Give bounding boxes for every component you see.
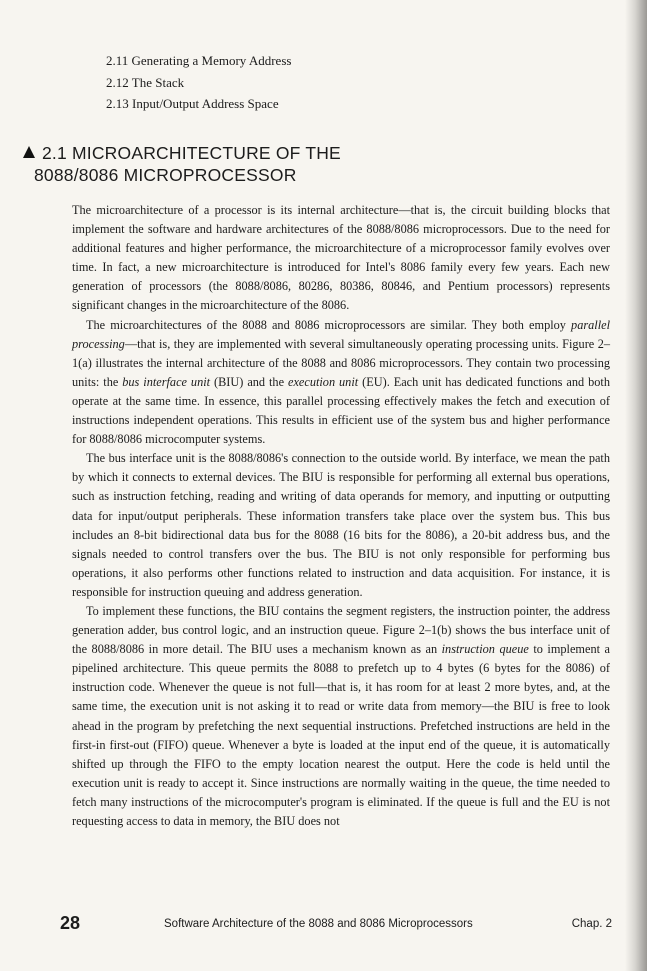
body-paragraph — [72, 449, 610, 602]
page-number: 28 — [60, 913, 81, 933]
text-segment: The microarchitectures of the 8088 and 8086 microprocessors are similar. They both employ — [86, 317, 572, 332]
body-text — [72, 201, 610, 831]
emphasized-term: execution unit — [287, 374, 359, 389]
chapter-label: Chap. 2 — [571, 918, 612, 930]
body-paragraph — [72, 602, 610, 831]
triangle-bullet-icon — [22, 145, 36, 159]
page-edge-shadow — [625, 0, 647, 971]
running-title: Software Architecture of the 8088 and 8086 Microprocessors — [164, 918, 473, 930]
text-segment: —that is, they are implemented with several simultaneously operating processing units. Figure 2–1(a) illustrates the internal architecture of the 8088 and 8086 microprocessors. They contain two processing units: the — [72, 336, 610, 389]
heading-line-2: 8088/8086 MICROPROCESSOR — [34, 165, 297, 185]
body-paragraph — [72, 316, 610, 450]
body-paragraph — [72, 201, 610, 316]
emphasized-term: instruction queue — [441, 642, 529, 657]
toc-item: 2.12 The Stack — [106, 74, 185, 90]
text-segment: (EU). Each unit has dedicated functions and both operate at the same time. In essence, this parallel processing effectively makes the fetch and execution of instructions independent operations. This results in efficient use of the system bus and higher performance for 8088/8086 microcomputer systems. — [72, 374, 610, 447]
text-segment: (BIU) and the — [210, 374, 288, 389]
toc-item: 2.11 Generating a Memory Address — [106, 53, 292, 68]
text-segment: The microarchitecture of a processor is its internal architecture—that is, the circuit building blocks that implement the software and hardware architectures of the 8088/8086 microprocessors. Due to the need for additional features and higher performance, the microarchitecture of a microprocessor family evolves over time. In fact, a new microarchitecture is introduced for Intel's 8086 family every few years. Each new generation of processors (the 8088/8086, 80286, 80386, 80846, and Pentium processors) represents significant changes in the microarchitecture of the 8086. — [72, 203, 610, 313]
text-segment: The bus interface unit is the 8088/8086's connection to the outside world. By interface, we mean the path by which it connects to external devices. The BIU is responsible for performing all external bus operations, such as instruction fetching, reading and writing of data operands for memory, and inputting or outputting data for input/output peripherals. These information transfers take place over the system bus. This bus includes an 8-bit bidirectional data bus for the 8088 (16 bits for the 8086), a 20-bit address bus, and the signals needed to control transfers over the bus. The BIU is not only responsible for performing bus operations, it also performs other functions related to instruction and data acquisition. For instance, it is responsible for instruction queuing and address generation. — [72, 451, 610, 599]
heading-line-1: 2.1 MICROARCHITECTURE OF THE — [42, 143, 341, 163]
section-toc-list — [106, 50, 291, 115]
text-segment: To implement these functions, the BIU contains the segment registers, the instruction pointer, the address generation adder, bus control logic, and an instruction queue. Figure 2–1(b) shows the bus interface unit of the 8088/8086 in more detail. The BIU uses a mechanism known as an — [72, 603, 610, 657]
toc-item: 2.13 Input/Output Address Space — [106, 96, 279, 111]
section-heading — [22, 142, 442, 186]
text-segment: to implement a pipelined architecture. This queue permits the 8088 to prefetch up to 4 bytes (6 bytes for the 8086) of instruction code. Whenever the queue is not full—that is, it has room for at least 2 more bytes, and, at the same time, the execution unit is not asking it to read or write data from memory—the BIU is free to look ahead in the program by prefetching the next sequential instructions. Prefetched instructions are held in the first-in first-out (FIFO) queue. Whenever a byte is loaded at the input end of the queue, it is automatically shifted up through the FIFO to the empty location nearest the output. Here the code is held until the execution unit is ready to accept it. Since instructions are normally waiting in the queue, the time needed to fetch many instructions of the microcomputer's program is eliminated. If the queue is full and the EU is not requesting access to data in memory, the BIU does not — [72, 642, 610, 828]
page-footer — [60, 913, 612, 937]
emphasized-term: bus interface unit — [122, 374, 211, 389]
emphasized-term: parallel processing — [72, 317, 610, 351]
